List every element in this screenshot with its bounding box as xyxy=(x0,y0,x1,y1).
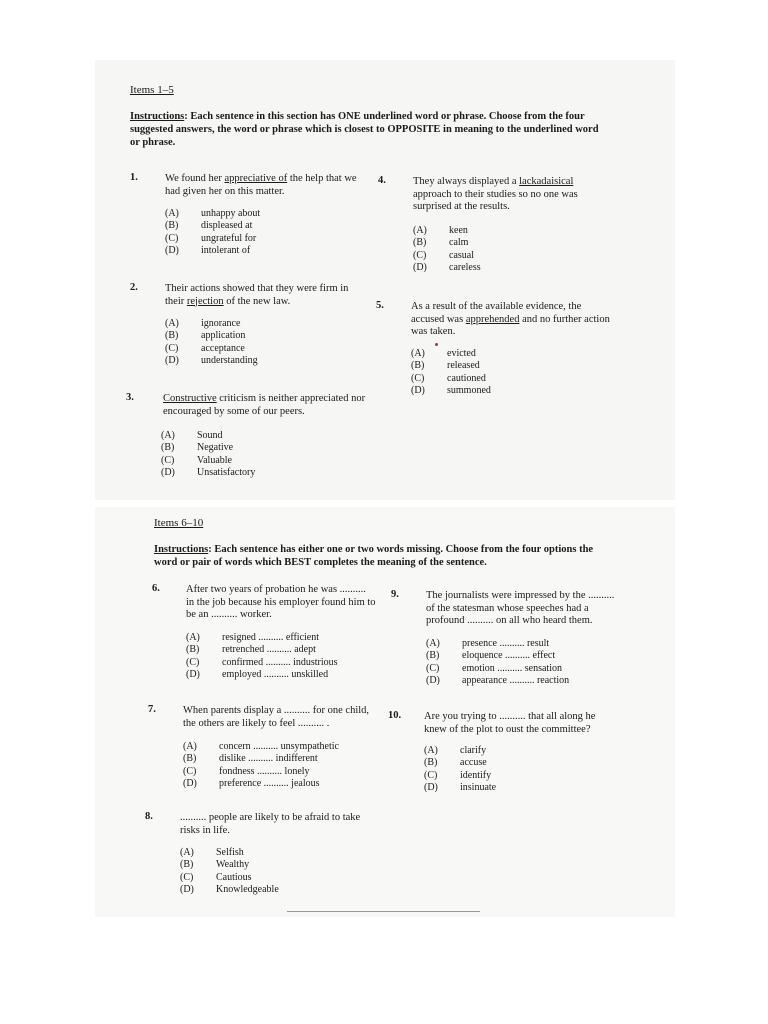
underlined-word: rejection xyxy=(186,295,224,307)
option[interactable]: (D) preference .......... jealous xyxy=(183,777,320,789)
red-mark-dot xyxy=(435,343,438,346)
question-number: 7. xyxy=(148,704,156,715)
option[interactable]: (B) dislike .......... indifferent xyxy=(183,753,318,765)
option[interactable]: (B) Wealthy xyxy=(180,859,250,871)
option[interactable]: (C) fondness .......... lonely xyxy=(183,765,310,777)
option[interactable]: (D) intolerant of xyxy=(165,244,251,256)
option[interactable]: (B) accuse xyxy=(424,757,487,769)
question-10-options xyxy=(424,745,496,794)
question-number: 1. xyxy=(130,172,138,183)
section-1-instructions xyxy=(130,110,610,149)
question-9-stem: The journalists were impressed by the .......... of the statesman whose speeches had a profound .......... on all who heard them. xyxy=(426,590,615,626)
option[interactable]: (A) Selfish xyxy=(180,847,244,858)
option[interactable]: (A) Sound xyxy=(161,430,223,441)
question-number: 2. xyxy=(130,282,138,293)
option[interactable]: (A) clarify xyxy=(424,745,487,756)
option[interactable]: (B) displeased at xyxy=(165,220,253,232)
question-6-options xyxy=(186,632,338,681)
question-1-stem: We found her appreciative of the help that we had given her on this matter. xyxy=(165,173,357,197)
option[interactable]: (C) confirmed .......... industrious xyxy=(186,656,338,668)
option[interactable]: (C) ungrateful for xyxy=(165,232,257,244)
option[interactable]: (A) ignorance xyxy=(165,318,241,329)
option[interactable]: (A) resigned .......... efficient xyxy=(186,632,320,643)
option[interactable]: (A) concern .......... unsympathetic xyxy=(183,741,339,752)
question-5-options xyxy=(411,348,491,397)
instructions-label: Instructions xyxy=(154,544,209,555)
question-number: 5. xyxy=(376,300,384,311)
option[interactable]: (B) calm xyxy=(413,237,469,249)
option[interactable]: (B) released xyxy=(411,360,480,372)
question-8-options xyxy=(180,847,279,896)
question-number: 6. xyxy=(152,583,160,594)
option[interactable]: (B) application xyxy=(165,330,246,342)
option[interactable]: (C) acceptance xyxy=(165,342,245,354)
question-4-options xyxy=(413,225,481,274)
underlined-word: Constructive xyxy=(163,393,217,404)
option[interactable]: (C) Valuable xyxy=(161,454,232,466)
option[interactable]: (A) keen xyxy=(413,225,468,236)
section-2-instructions xyxy=(154,543,619,569)
question-3-options xyxy=(161,430,255,479)
instructions-label: Instructions xyxy=(130,111,185,122)
option[interactable]: (D) understanding xyxy=(165,354,258,366)
option[interactable]: (C) Cautious xyxy=(180,871,252,883)
question-number: 9. xyxy=(391,589,399,600)
question-number: 4. xyxy=(378,175,386,186)
footer-rule xyxy=(287,911,480,912)
question-10-stem: Are you trying to .......... that all along he knew of the plot to oust the committee? xyxy=(424,711,596,735)
option[interactable]: (D) summoned xyxy=(411,384,491,396)
option[interactable]: (D) careless xyxy=(413,261,481,273)
question-4-stem: They always displayed a lackadaisical approach to their studies so no one was surprised at the results. xyxy=(413,176,578,212)
option[interactable]: (C) cautioned xyxy=(411,372,486,384)
question-5-stem: As a result of the available evidence, the accused was apprehended and no further action was taken. xyxy=(411,301,610,337)
option[interactable]: (C) casual xyxy=(413,249,474,261)
question-7-options xyxy=(183,741,339,790)
option[interactable]: (B) eloquence .......... effect xyxy=(426,650,556,662)
question-number: 8. xyxy=(145,811,153,822)
question-number: 10. xyxy=(388,710,402,721)
option[interactable]: (D) employed .......... unskilled xyxy=(186,668,329,680)
section-2-heading: Items 6–10 xyxy=(154,517,204,529)
question-9-options xyxy=(426,638,569,687)
section-1-heading: Items 1–5 xyxy=(130,84,174,96)
underlined-word: lackadaisical xyxy=(519,176,574,187)
question-3-stem: Constructive criticism is neither appreciated nor encouraged by some of our peers. xyxy=(163,393,366,417)
question-8-stem: .......... people are likely to be afraid to take risks in life. xyxy=(180,812,361,836)
option[interactable]: (D) insinuate xyxy=(424,781,497,793)
instructions-text: : Each sentence has either one or two words missing. Choose from the four options the word or pair of words which BEST completes the meaning of the sentence. xyxy=(154,544,594,568)
option[interactable]: (C) identify xyxy=(424,769,492,781)
option[interactable]: (D) Knowledgeable xyxy=(180,883,279,895)
option[interactable]: (D) Unsatisfactory xyxy=(161,466,256,478)
question-2-stem: Their actions showed that they were firm in their rejection of the new law. xyxy=(165,283,349,307)
underlined-word: appreciative of xyxy=(224,173,288,184)
option[interactable]: (A) evicted xyxy=(411,348,476,359)
instructions-text: : Each sentence in this section has ONE underlined word or phrase. Choose from the four suggested answers, the word or phrase which is closest to OPPOSITE in meaning to the underlined word or phrase. xyxy=(130,111,599,148)
option[interactable]: (B) Negative xyxy=(161,442,234,454)
question-7-stem: When parents display a .......... for one child, the others are likely to feel .......... . xyxy=(183,705,370,729)
option[interactable]: (A) unhappy about xyxy=(165,208,261,219)
underlined-word: apprehended xyxy=(465,313,520,325)
question-number: 3. xyxy=(126,392,134,403)
question-1-options xyxy=(165,208,260,257)
question-2-options xyxy=(165,318,258,367)
option[interactable]: (A) presence .......... result xyxy=(426,638,550,649)
question-6-stem: After two years of probation he was .......... in the job because his employer found him to be an .......... worker. xyxy=(186,584,376,620)
option[interactable]: (D) appearance .......... reaction xyxy=(426,674,570,686)
option[interactable]: (B) retrenched .......... adept xyxy=(186,644,316,656)
option[interactable]: (C) emotion .......... sensation xyxy=(426,662,562,674)
